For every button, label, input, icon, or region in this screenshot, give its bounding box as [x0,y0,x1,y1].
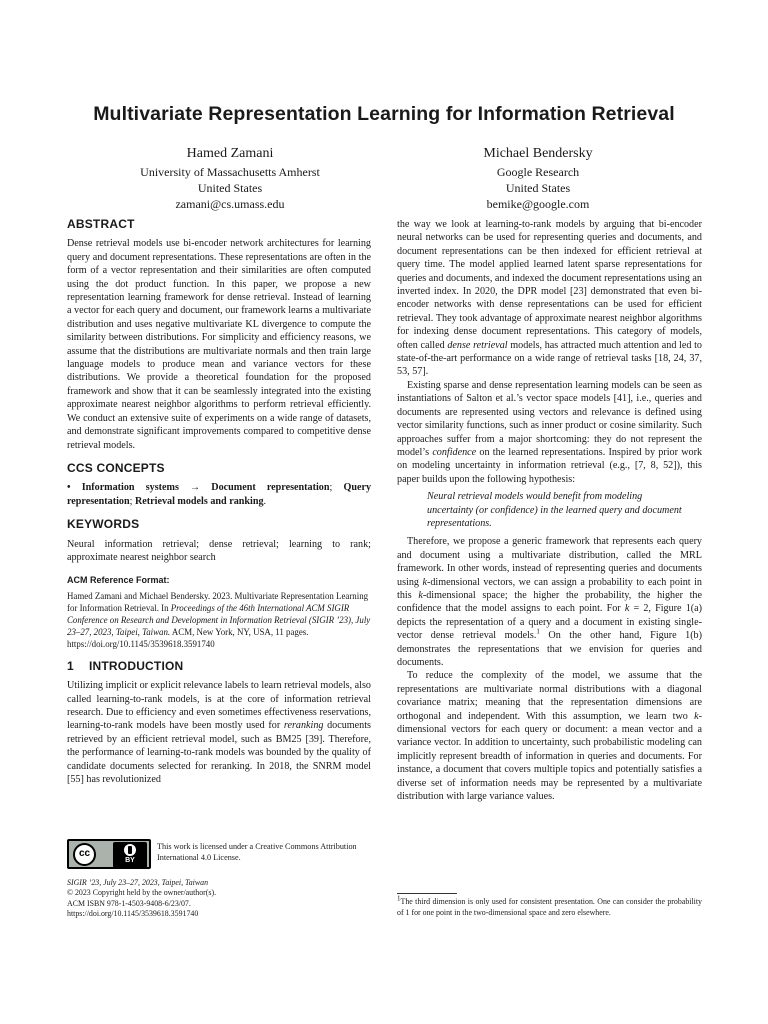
text-run: documents retrieved by an efficient retrieval model, such as BM25 [39]. Therefore, the performance of learning-to-rank models was bounded by the quality of candidate documents selected for reranking. In 2018, the SNRM model [55] has revolutionized [67,720,371,785]
math-var: k [422,576,427,588]
footnote-mark: 1 [536,627,540,636]
abstract-text: Dense retrieval models use bi-encoder network architectures for learning query and document representations. These representations are often in the form of a vector representation and their similarities are often computed using the dot product function. In this paper, we propose a new representation learning framework for dense retrieval. Instead of learning a vector for each query and document, our framework learns a multivariate distribution and uses negative multivariate KL divergence to compute the similarity between distributions. For simplicity and efficiency reasons, we assume that the distributions are multivariate normals and then train large language models to produce mean and variance vectors for these distributions. We provide a theoretical foundation for the proposed framework and show that it can be seamlessly integrated into the existing approximate nearest neighbor algorithms to perform retrieval efficiently. We conduct an extensive suite of experiments on a wide range of datasets, and demonstrate significant improvements compared to competitive dense retrieval models. [67,238,371,451]
right-column [397,218,702,803]
ccs-heading: CCS CONCEPTS [67,460,165,475]
doi-line: https://doi.org/10.1145/3539618.3591740 [67,908,199,918]
author-email: bemike@google.com [486,197,590,211]
intro-paragraph-1-continued [397,218,702,379]
ccs-arrow: → [190,482,201,494]
keywords-heading: KEYWORDS [67,517,140,532]
section-number: 1 [67,658,74,673]
emphasis: confidence [432,446,477,458]
text-run: To reduce the complexity of the model, we assume that the representations are multivariate normal distributions with a diagonal covariance matrix; meaning that the representation dimensions are orthogonal and independent. With this assumption, we learn two [397,670,702,722]
author-affiliation: Google Research [496,165,580,179]
attribution-icon [113,842,147,868]
text-run: = 2, Figure 1(a) depicts the representation of a query and a document in existing single-vector dense retrieval models. [397,603,702,642]
venue-line: SIGIR ’23, July 23–27, 2023, Taipei, Taiwan [67,878,209,887]
footnote [397,896,702,918]
introduction-heading [67,660,371,673]
left-column [67,218,371,786]
ccs-separator: ; [329,482,333,494]
ccs-part: Retrieval models and ranking [134,495,264,507]
text-run: -dimensional vectors for each query or document: a mean vector and a variance vector. In addition to uncertainty, such probabilistic modeling can implicitly represent breadth of information in queries and documents. For instance, a document that covers multiple topics and potentially satisfies a diverse set of information needs may be represented by a multivariate distribution with large variance values. [397,710,702,803]
footnote-rule [397,893,457,894]
intro-paragraph-2 [397,379,702,486]
paper-title: Multivariate Representation Learning for Information Retrieval [93,103,675,125]
intro-paragraph-1 [67,679,371,786]
author-block-1 [100,144,360,212]
author-name: Michael Bendersky [483,146,593,161]
text-run: the way we look at learning-to-rank models by arguing that bi-encoder neural networks can be used for representing queries and documents, and document representations can be then indexed for efficient retrieval at query time. The model applied learned latent sparse representations for queries and documents, and indexed the document representations using an inverted index. In 2020, the DPR model [23] demonstrated that even bi-encoder networks with dense representations can be used for efficient retrieval. They took advantage of approximate nearest neighbor algorithms for indexing dense document representations. This category of models, often called [397,219,702,351]
ccs-bullet: • [67,482,71,494]
person-icon [124,844,136,856]
intro-paragraph-4 [397,669,702,803]
author-country: United States [505,181,571,195]
text-run: models, has attracted much attention and led to state-of-the-art performance on a wide range of retrieval tasks [18, 24, 37, 53, 57]. [397,339,702,378]
footnote-text: The third dimension is only used for consistent presentation. One can consider the probability of 1 for one point in the two-dimensional space and zero elsewhere. [397,897,702,917]
text-run: Utilizing implicit or explicit relevance labels to learn retrieval models, also called learning-to-rank models, is at the core of information retrieval research. Due to efficiency and even sometimes effectiveness reservations, learning-to-rank models have been mostly used for [67,680,371,732]
acm-reference-heading: ACM Reference Format: [67,575,170,586]
by-label: BY [125,857,135,864]
creative-commons-icon: cc [73,843,96,866]
keywords-text: Neural information retrieval; dense retrieval; learning to rank; approximate nearest neighbor search [67,538,371,563]
venue-block [67,878,371,919]
introduction-section [67,660,371,787]
acm-reference [67,574,371,649]
abstract-section [67,218,371,452]
author-affiliation: University of Massachusetts Amherst [140,165,320,179]
copyright-line: © 2023 Copyright held by the owner/author(s). [67,888,217,898]
ref-venue: Proceedings of the 46th International ACM SIGIR Conference on Research and Development in Information Retrieval (SIGIR ’23), July 23–27, 2023, Taipei, Taiwan. [67,602,371,637]
author-email: zamani@cs.umass.edu [175,197,285,211]
text-run: -dimensional vectors, we can assign a probability to each point in this [397,576,702,601]
math-var: k [624,603,630,615]
ccs-text [67,481,371,508]
ref-post: ACM, New York, NY, USA, 11 pages. https://doi.org/10.1145/3539618.3591740 [67,626,309,649]
intro-paragraph-3 [397,535,702,669]
hypothesis-quote: Neural retrieval models would benefit from modeling uncertainty (or confidence) in the learned query and document representations. [427,491,682,529]
ref-pre: Hamed Zamani and Michael Bendersky. 2023. Multivariate Representation Learning for Information Retrieval. In [67,590,369,613]
author-country: United States [197,181,263,195]
isbn-line: ACM ISBN 978-1-4503-9408-6/23/07. [67,898,191,908]
author-block-2 [408,144,668,212]
text-run: Therefore, we propose a generic framework that represents each query and document using a multivariate distribution, called the MRL framework. In other words, instead of representing queries and documents using [397,536,702,588]
text-run: -dimensional space; the higher the probability, the higher the confidence that the model assigns to each point. For [397,589,702,615]
ccs-part: Document representation [211,482,330,494]
abstract-heading: ABSTRACT [67,217,135,231]
text-run: Existing sparse and dense representation learning models can be seen as instantiations of Salton et al.’s vector space models [41], i.e., queries and documents are represented using vectors and relevance is defined using vector similarity functions, such as inner product or cosine similarity. Such approaches suffer from a major shortcoming: they do not represent the model’s [397,379,702,458]
ccs-end: . [263,495,267,507]
math-var: k [418,589,423,601]
text-run: on the learned representations. Inspired by prior work on modeling uncertainty in information retrieval (e.g., [7, 8, 52]), this paper builds upon the following hypothesis: [397,446,703,485]
license-text: This work is licensed under a Creative Commons Attribution International 4.0 License. [157,842,357,862]
math-var: k [694,710,699,722]
section-title: INTRODUCTION [89,658,184,673]
ccs-part: Information systems [81,482,179,494]
cc-by-badge [67,839,151,869]
acm-reference-text [67,590,371,650]
keywords-section [67,518,371,564]
ccs-part: Query representation [67,482,372,507]
emphasis: reranking [283,720,324,732]
author-name: Hamed Zamani [186,146,274,161]
text-run: On the other hand, Figure 1(b) demonstrates the representations that we envision for queries and documents. [397,630,702,668]
emphasis: dense retrieval [447,339,508,351]
ccs-section [67,462,371,508]
ccs-separator: ; [129,495,133,507]
footnote-mark: 1 [397,894,401,903]
